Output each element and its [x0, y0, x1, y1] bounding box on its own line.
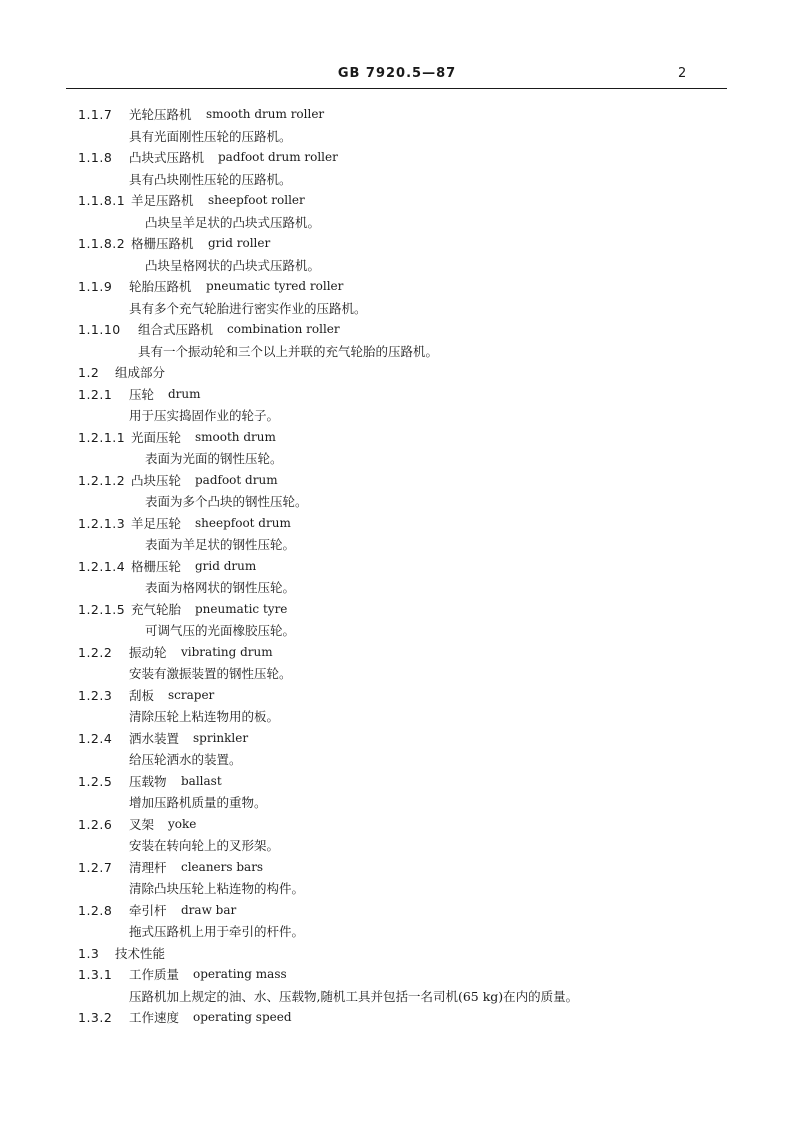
term-english: smooth drum roller — [206, 107, 325, 121]
term-heading — [0, 771, 794, 793]
term-heading — [0, 728, 794, 750]
term-chinese: 格栅压路机 — [131, 236, 194, 251]
terms-list — [0, 104, 794, 1029]
page-number: 2 — [678, 66, 687, 81]
term-definition-row — [0, 169, 794, 191]
term-definition-row — [0, 620, 794, 642]
term-english: cleaners bars — [181, 859, 264, 874]
term-heading — [0, 233, 794, 255]
term-chinese: 组合式压路机 — [138, 322, 214, 337]
term-definition-row — [0, 706, 794, 728]
term-heading — [0, 814, 794, 836]
term-english: sheepfoot roller — [208, 193, 305, 207]
term-chinese: 刮板 — [129, 687, 155, 703]
term-number: 1.2.6 — [78, 816, 113, 832]
term-chinese: 羊足压路机 — [131, 193, 194, 208]
term-definition: 表面为格网状的钢性压轮。 — [145, 580, 296, 595]
term-definition-row — [0, 986, 794, 1008]
term-definition: 具有光面刚性压轮的压路机。 — [129, 128, 292, 144]
term-english: drum — [168, 386, 201, 401]
term-definition-row — [0, 255, 794, 277]
term-english: combination roller — [227, 322, 340, 336]
term-chinese: 压载物 — [129, 773, 167, 789]
term-number: 1.2.1.4 — [78, 558, 126, 574]
term-number: 1.1.8.2 — [78, 236, 126, 251]
term-definition-row — [0, 878, 794, 900]
term-heading — [0, 556, 794, 578]
term-heading — [0, 427, 794, 449]
term-chinese: 充气轮胎 — [131, 601, 182, 617]
term-definition-row — [0, 341, 794, 363]
term-english: draw bar — [181, 902, 237, 917]
term-heading — [0, 642, 794, 664]
term-definition: 清除凸块压轮上粘连物的构件。 — [129, 881, 305, 896]
term-number: 1.2.1.3 — [78, 515, 126, 531]
term-definition: 压路机加上规定的油、水、压载物,随机工具并包括一名司机(65 kg)在内的质量。 — [129, 988, 579, 1004]
term-definition-row — [0, 577, 794, 599]
term-definition: 凸块呈格网状的凸块式压路机。 — [145, 257, 321, 273]
term-heading — [0, 190, 794, 212]
term-heading — [0, 470, 794, 492]
term-chinese: 工作速度 — [129, 1010, 180, 1025]
term-number: 1.2.1.1 — [78, 429, 126, 445]
term-number: 1.1.9 — [78, 279, 113, 294]
term-chinese: 光面压轮 — [131, 429, 182, 445]
term-definition-row — [0, 792, 794, 814]
term-definition-row — [0, 405, 794, 427]
term-definition: 可调气压的光面橡胶压轮。 — [145, 623, 296, 638]
term-definition: 表面为多个凸块的钢性压轮。 — [145, 494, 308, 509]
term-english: operating speed — [193, 1010, 292, 1024]
term-definition: 给压轮洒水的装置。 — [129, 752, 242, 767]
term-english: sprinkler — [193, 730, 249, 745]
term-number: 1.1.7 — [78, 107, 113, 122]
term-definition-row — [0, 298, 794, 320]
term-chinese: 牵引杆 — [129, 902, 167, 918]
term-definition: 安装有激振装置的钢性压轮。 — [129, 666, 292, 681]
term-chinese: 凸块压轮 — [131, 472, 182, 488]
term-definition-row — [0, 126, 794, 148]
term-definition-row — [0, 448, 794, 470]
term-chinese: 振动轮 — [129, 644, 167, 660]
term-english: padfoot drum roller — [218, 150, 338, 164]
term-chinese: 压轮 — [129, 386, 155, 402]
term-number: 1.2.8 — [78, 902, 113, 918]
term-chinese: 凸块式压路机 — [129, 150, 205, 165]
term-number: 1.2.1.5 — [78, 601, 126, 617]
term-definition-row — [0, 749, 794, 771]
term-chinese: 清理杆 — [129, 859, 167, 875]
term-english: grid drum — [195, 558, 257, 573]
term-heading — [0, 104, 794, 126]
term-number: 1.3 — [78, 945, 100, 961]
term-english: padfoot drum — [195, 472, 278, 487]
term-definition: 具有凸块刚性压轮的压路机。 — [129, 171, 292, 187]
term-definition-row — [0, 921, 794, 943]
term-chinese: 工作质量 — [129, 967, 180, 982]
term-heading — [0, 964, 794, 986]
term-english: ballast — [181, 773, 222, 788]
term-definition-row — [0, 212, 794, 234]
term-chinese: 组成部分 — [115, 365, 166, 380]
term-definition-row — [0, 534, 794, 556]
term-definition: 凸块呈羊足状的凸块式压路机。 — [145, 214, 321, 230]
term-heading — [0, 362, 794, 384]
term-english: smooth drum — [195, 429, 276, 444]
term-heading — [0, 943, 794, 965]
term-chinese: 轮胎压路机 — [129, 279, 192, 294]
term-number: 1.2.1 — [78, 386, 113, 402]
term-definition: 表面为光面的钢性压轮。 — [145, 451, 283, 466]
term-english: scraper — [168, 687, 215, 702]
term-heading — [0, 857, 794, 879]
term-number: 1.1.10 — [78, 322, 121, 337]
term-chinese: 洒水装置 — [129, 730, 180, 746]
term-english: vibrating drum — [181, 644, 273, 659]
term-english: operating mass — [193, 967, 287, 981]
term-chinese: 光轮压路机 — [129, 107, 192, 122]
term-chinese: 羊足压轮 — [131, 515, 182, 531]
term-number: 1.2.7 — [78, 859, 113, 875]
term-number: 1.2 — [78, 365, 100, 380]
term-definition-row — [0, 491, 794, 513]
standard-code: GB 7920.5—87 — [337, 66, 457, 81]
term-english: pneumatic tyre — [195, 601, 288, 616]
term-english: pneumatic tyred roller — [206, 279, 344, 293]
header-divider — [66, 88, 727, 89]
term-definition: 具有多个充气轮胎进行密实作业的压路机。 — [129, 300, 367, 316]
term-heading — [0, 513, 794, 535]
term-number: 1.2.3 — [78, 687, 113, 703]
term-heading — [0, 319, 794, 341]
term-number: 1.2.1.2 — [78, 472, 126, 488]
term-definition: 表面为羊足状的钢性压轮。 — [145, 537, 296, 552]
term-number: 1.2.4 — [78, 730, 113, 746]
term-heading — [0, 147, 794, 169]
term-definition-row — [0, 835, 794, 857]
term-heading — [0, 599, 794, 621]
term-number: 1.1.8 — [78, 150, 113, 165]
term-english: sheepfoot drum — [195, 515, 291, 530]
term-chinese: 格栅压轮 — [131, 558, 182, 574]
term-english: yoke — [168, 816, 197, 831]
term-heading — [0, 384, 794, 406]
term-number: 1.1.8.1 — [78, 193, 126, 208]
term-number: 1.2.2 — [78, 644, 113, 660]
term-definition: 安装在转向轮上的叉形架。 — [129, 838, 280, 853]
term-definition: 清除压轮上粘连物用的板。 — [129, 709, 280, 724]
term-chinese: 技术性能 — [115, 945, 166, 961]
term-heading — [0, 900, 794, 922]
term-heading — [0, 685, 794, 707]
term-number: 1.2.5 — [78, 773, 113, 789]
term-definition: 具有一个振动轮和三个以上并联的充气轮胎的压路机。 — [138, 343, 439, 359]
term-chinese: 叉架 — [129, 816, 155, 832]
term-number: 1.3.1 — [78, 967, 113, 982]
term-definition: 增加压路机质量的重物。 — [129, 795, 267, 810]
term-definition: 拖式压路机上用于牵引的杆件。 — [129, 924, 305, 939]
term-english: grid roller — [208, 236, 271, 250]
term-definition-row — [0, 663, 794, 685]
term-heading — [0, 1007, 794, 1029]
term-heading — [0, 276, 794, 298]
term-number: 1.3.2 — [78, 1010, 113, 1025]
term-definition: 用于压实捣固作业的轮子。 — [129, 408, 280, 423]
